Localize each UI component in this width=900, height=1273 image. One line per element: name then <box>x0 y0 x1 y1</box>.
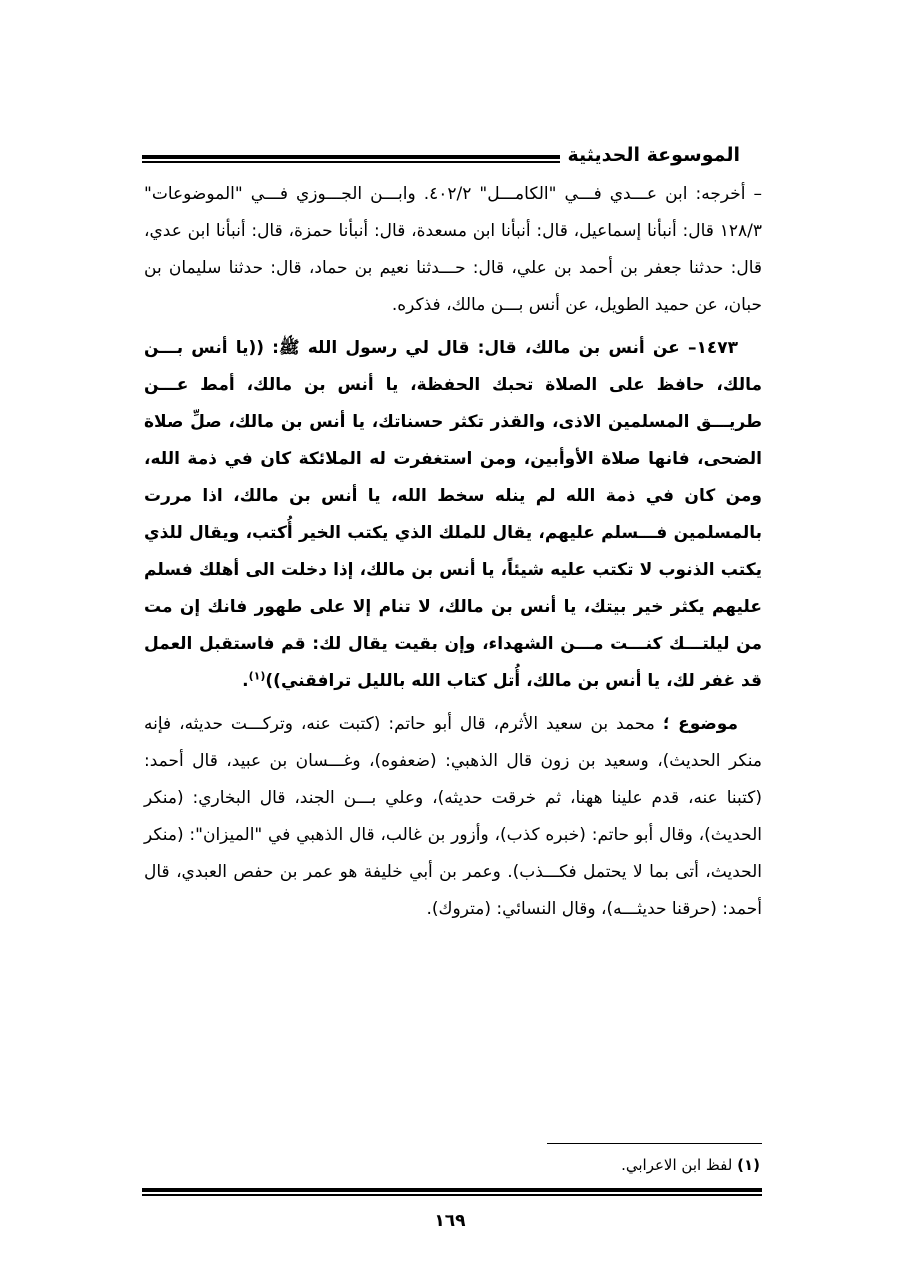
ruling-paragraph <box>144 706 762 928</box>
footnote-marker: (١) <box>737 1156 760 1174</box>
running-header <box>142 140 762 170</box>
ruling-keyword: موضوع ؛ <box>662 714 738 734</box>
hadith-paragraph <box>144 330 762 700</box>
footnote-separator <box>547 1143 762 1144</box>
main-text <box>144 176 762 928</box>
footer-rule <box>142 1188 762 1196</box>
header-title: الموسوعة الحديثية <box>560 140 763 170</box>
hadith-end: . <box>242 671 249 691</box>
takhrij-paragraph: – أخرجه: ابن عـــدي فـــي "الكامـــل" ٤٠٢/٢. وابـــن الجـــوزي فـــي "الموضوعات" ١٢٨/٣ قال: أنبأنا إسماعيل، قال: أنبأنا ابن مسعدة، قال: أنبأنا حمزة، قال: أنبأنا ابن عدي، قال: حدثنا جعفر بن أحمد بن علي، قال: حـــدثنا نعيم بن حماد، قال: حدثنا سليمان بن حبان، عن حميد الطويل، عن أنس بـــن مالك، فذكره. <box>144 184 762 315</box>
hadith-text: ١٤٧٣– عن أنس بن مالك، قال: قال لي رسول الله ﷺ: ((يا أنس بـــن مالك، حافظ على الصلاة تحبك الحفظة، يا أنس بن مالك، أمط عـــن طريـــق المسلمين الاذى، والقذر تكثر حسناتك، يا أنس بن مالك، صلِّ صلاة الضحى، فانها صلاة الأوأبين، ومن استغفرت له الملائكة كان في ذمة الله، ومن كان في ذمة الله لم ينله سخط الله، يا أنس بن مالك، اذا مررت بالمسلمين فـــسلم عليهم، يقال للملك الذي يكتب الخير أُكتب، ويقال للذي يكتب الذنوب لا تكتب عليه شيئاً، يا أنس بن مالك، إذا دخلت الى أهلك فسلم عليهم يكثر خير بيتك، يا أنس بن مالك، لا تنام إلا على طهور فانك إن مت من ليلتـــك كنـــت مـــن الشهداء، وإن بقيت يقال لك: قم فاستقبل العمل قد غفر لك، يا أنس بن مالك، أُتل كتاب الله بالليل ترافقني)) <box>144 338 762 691</box>
footnote <box>621 1150 760 1180</box>
footnote-ref: (١) <box>248 669 266 683</box>
footnote-text: لفظ ابن الاعرابي. <box>621 1156 733 1174</box>
ruling-text: محمد بن سعيد الأثرم، قال أبو حاتم: (كتبت عنه، وتركـــت حديثه، فإنه منكر الحديث)، وسعيد بن زون قال الذهبي: (ضعفوه)، وغـــسان بن عبيد، قال أحمد: (كتبنا عنه، قدم علينا ههنا، ثم خرقت حديثه)، وعلي بـــن الجند، قال البخاري: (منكر الحديث)، وقال أبو حاتم: (خبره كذب)، وأزور بن غالب، قال الذهبي في "الميزان": (منكر الحديث، أتى بما لا يحتمل فكـــذب). وعمر بن أبي خليفة هو عمر بن حفص العبدي، قال أحمد: (حرقنا حديثـــه)، وقال النسائي: (متروك). <box>144 714 762 919</box>
page-number: ١٦٩ <box>434 1211 466 1231</box>
